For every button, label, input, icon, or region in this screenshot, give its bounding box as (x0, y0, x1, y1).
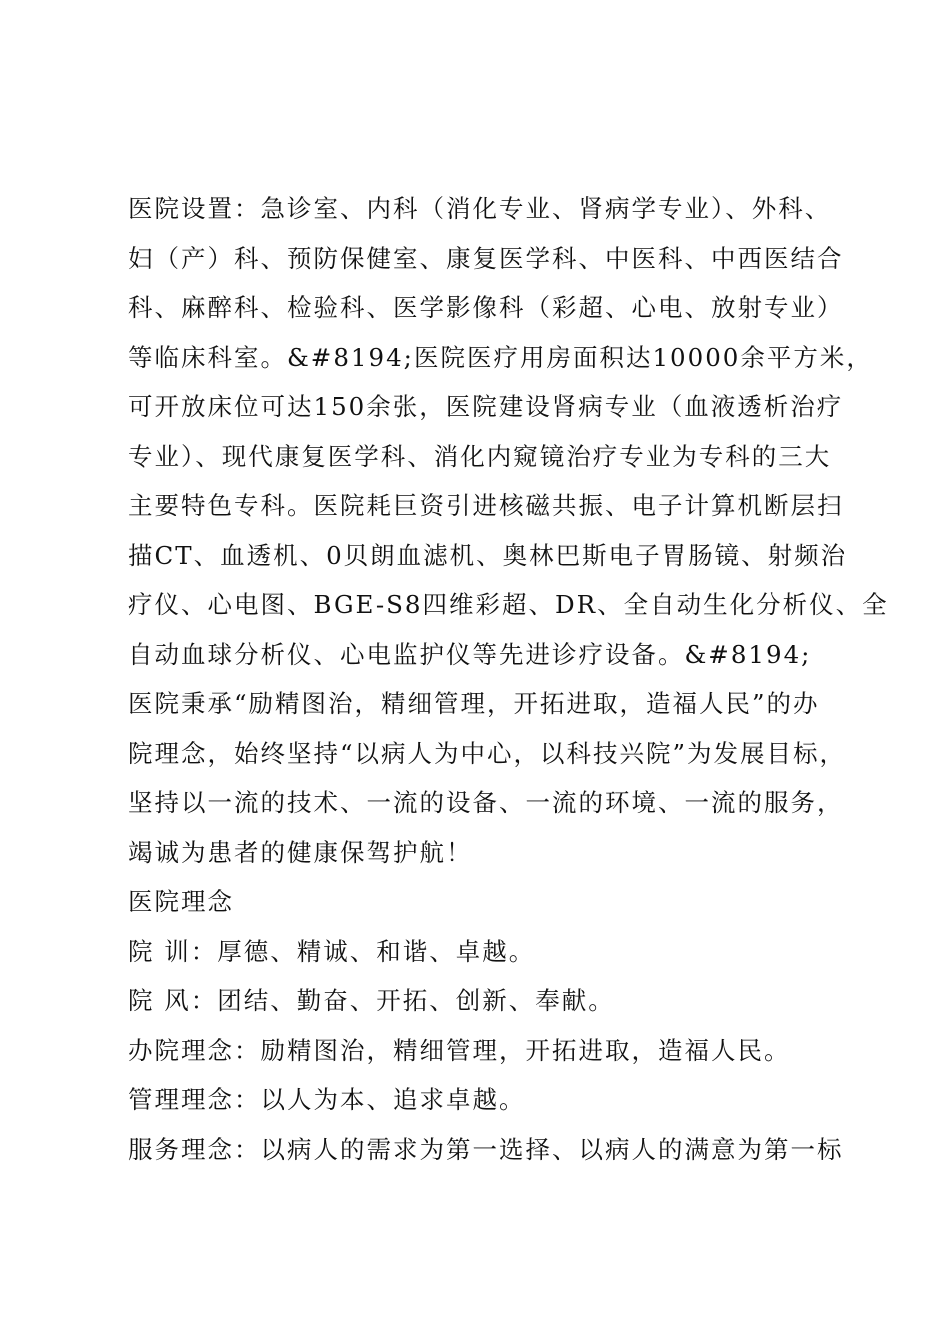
text-line: 医院设置：急诊室、内科（消化专业、肾病学专业）、外科、 (128, 194, 832, 223)
document-body (128, 184, 889, 1174)
text-line: 疗仪、心电图、BGE-S8四维彩超、DR、全自动生化分析仪、全 (128, 590, 889, 619)
motto-line: 院 训：厚德、精诚、和谐、卓越。 (128, 936, 536, 966)
text-line: 院理念，始终坚持“以病人为中心，以科技兴院”为发展目标， (128, 738, 847, 768)
text-line: 医院秉承“励精图治，精细管理，开拓进取，造福人民”的办 (128, 689, 820, 718)
style-line: 院 风：团结、勤奋、开拓、创新、奉献。 (128, 986, 615, 1015)
text-line: 专业）、现代康复医学科、消化内窥镜治疗专业为专科的三大 (128, 441, 832, 471)
text-line: 自动血球分析仪、心电监护仪等先进诊疗设备。&#8194; (128, 639, 812, 669)
philosophy-line: 办院理念：励精图治，精细管理，开拓进取，造福人民。 (128, 1035, 791, 1065)
service-line: 服务理念：以病人的需求为第一选择、以病人的满意为第一标 (128, 1134, 844, 1164)
management-line: 管理理念：以人为本、追求卓越。 (128, 1085, 526, 1114)
text-line: 妇（产）科、预防保健室、康复医学科、中医科、中西医结合 (128, 243, 844, 273)
text-line: 可开放床位可达150余张，医院建设肾病专业（血液透析治疗 (128, 392, 844, 421)
text-line: 竭诚为患者的健康保驾护航！ (128, 837, 473, 867)
text-line: 等临床科室。&#8194;医院医疗用房面积达10000余平方米， (128, 342, 873, 372)
text-line: 描CT、血透机、0贝朗血滤机、奥林巴斯电子胃肠镜、射频治 (128, 540, 848, 570)
text-line: 坚持以一流的技术、一流的设备、一流的环境、一流的服务， (128, 788, 844, 817)
section-heading: 医院理念 (128, 887, 234, 916)
text-line: 主要特色专科。医院耗巨资引进核磁共振、电子计算机断层扫 (128, 491, 844, 520)
text-line: 科、麻醉科、检验科、医学影像科（彩超、心电、放射专业） (128, 293, 844, 322)
